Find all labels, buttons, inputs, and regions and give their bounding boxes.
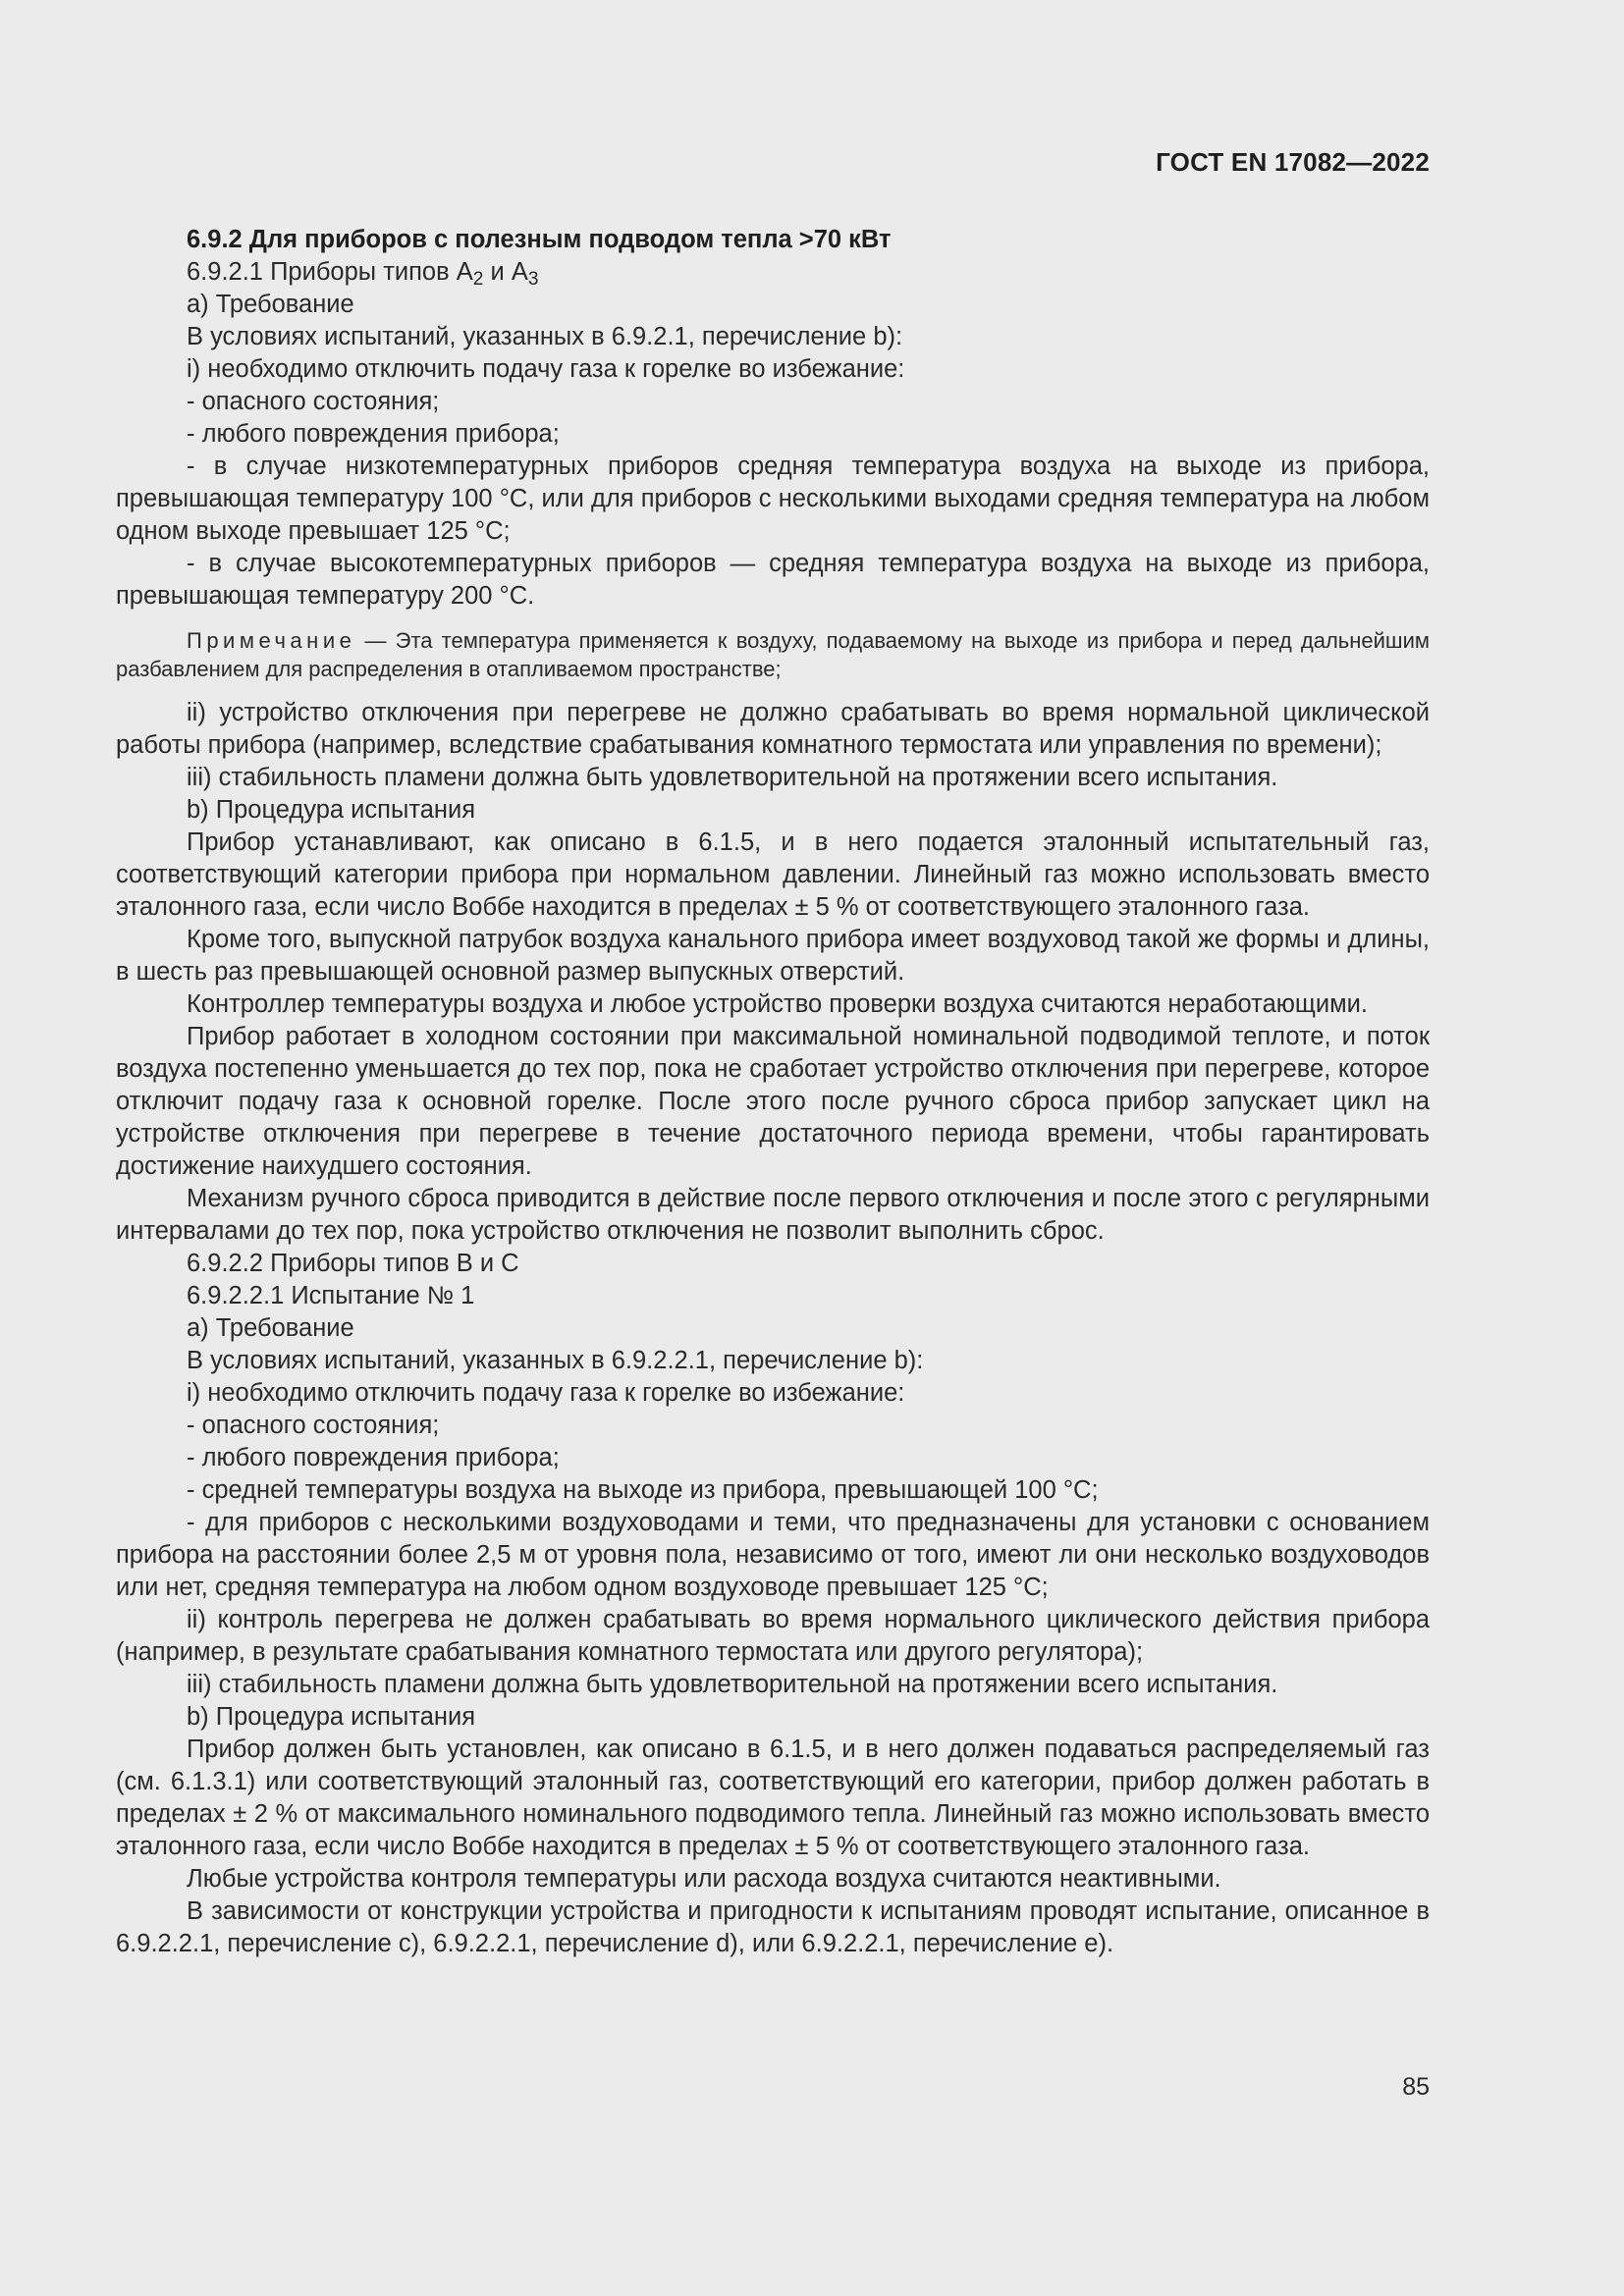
paragraph: i) необходимо отключить подачу газа к горелке во избежание: xyxy=(187,1379,905,1407)
paragraph: Кроме того, выпускной патрубок воздуха канального прибора имеет воздуховод такой же формы и длины, в шесть раз превышающей основной размер выпускных отверстий. xyxy=(116,926,1430,986)
paragraph: Контроллер температуры воздуха и любое устройство проверки воздуха считаются неработающими. xyxy=(187,990,1368,1018)
paragraph: ii) контроль перегрева не должен срабатывать во время нормального циклического действия прибора (например, в результате срабатывания комнатного термостата или другого регулятора); xyxy=(116,1606,1430,1666)
section-6-9-2-1-mid: и A xyxy=(483,258,528,286)
paragraph: - для приборов с несколькими воздуховодами и теми, что предназначены для установки с основанием прибора на расстоянии более 2,5 м от уровня пола, независимо от того, имеют ли они несколько воздуховодов или нет, средняя температура на любом одном воздуховоде превышает 125 °С; xyxy=(116,1509,1430,1601)
paragraph: b) Процедура испытания xyxy=(187,796,476,824)
page-number: 85 xyxy=(1402,2073,1430,2101)
section-6-9-2-1-heading xyxy=(116,256,1430,289)
section-6-9-2-2-heading: 6.9.2.2 Приборы типов В и С xyxy=(187,1250,519,1277)
paragraph: - опасного состояния; xyxy=(187,1412,440,1439)
paragraph: Прибор должен быть установлен, как описано в 6.1.5, и в него должен подаваться распределяемый газ (см. 6.1.3.1) или соответствующий эталонный газ, соответствующий его категории, прибор должен работать в пределах ± 2 % от максимального номинального подводимого тепла. Линейный газ можно использовать вместо эталонного газа, если число Воббе находится в пределах ± 5 % от соответствующего эталонного газа. xyxy=(116,1735,1430,1860)
paragraph: - любого повреждения прибора; xyxy=(187,1444,560,1471)
paragraph: В условиях испытаний, указанных в 6.9.2.1, перечисление b): xyxy=(187,323,903,350)
paragraph: a) Требование xyxy=(187,1314,354,1342)
note xyxy=(116,626,1430,683)
section-6-9-2-heading: 6.9.2 Для приборов с полезным подводом тепла >70 кВт xyxy=(187,226,892,253)
section-6-9-2-2-1-heading: 6.9.2.2.1 Испытание № 1 xyxy=(187,1282,475,1309)
subscript-3: 3 xyxy=(527,268,539,290)
paragraph: - в случае высокотемпературных приборов — средняя температура воздуха на выходе из прибора, превышающая температуру 200 °С. xyxy=(116,550,1430,610)
note-text: — Эта температура применяется к воздуху, подаваемому на выходе из прибора и перед дальнейшим разбавлением для распределения в отапливаемом пространстве; xyxy=(116,628,1430,681)
paragraph: iii) стабильность пламени должна быть удовлетворительной на протяжении всего испытания. xyxy=(187,764,1278,791)
paragraph: ii) устройство отключения при перегреве не должно срабатывать во время нормальной циклической работы прибора (например, вследствие срабатывания комнатного термостата или управления по времени); xyxy=(116,699,1430,759)
paragraph: iii) стабильность пламени должна быть удовлетворительной на протяжении всего испытания. xyxy=(187,1671,1278,1698)
paragraph: Любые устройства контроля температуры или расхода воздуха считаются неактивными. xyxy=(187,1865,1221,1893)
paragraph: i) необходимо отключить подачу газа к горелке во избежание: xyxy=(187,355,905,383)
paragraph: Прибор устанавливают, как описано в 6.1.5, и в него подается эталонный испытательный газ, соответствующий категории прибора при нормальном давлении. Линейный газ можно использовать вместо эталонного газа, если число Воббе находится в пределах ± 5 % от соответствующего эталонного газа. xyxy=(116,828,1430,921)
section-6-9-2-1-prefix: 6.9.2.1 Приборы типов A xyxy=(187,258,473,286)
paragraph: b) Процедура испытания xyxy=(187,1703,476,1731)
paragraph: a) Требование xyxy=(187,291,354,318)
paragraph: В условиях испытаний, указанных в 6.9.2.2.1, перечисление b): xyxy=(187,1347,924,1374)
paragraph: - любого повреждения прибора; xyxy=(187,420,560,448)
paragraph: В зависимости от конструкции устройства и пригодности к испытаниям проводят испытание, описанное в 6.9.2.2.1, перечисление с), 6.9.2.2.1, перечисление d), или 6.9.2.2.1, перечисление е). xyxy=(116,1897,1430,1957)
paragraph: - в случае низкотемпературных приборов средняя температура воздуха на выходе из прибора, превышающая температуру 100 °С, или для приборов с несколькими выходами средняя температура на любом одном выходе превышает 125 °С; xyxy=(116,453,1430,545)
paragraph: - средней температуры воздуха на выходе из прибора, превышающей 100 °С; xyxy=(187,1476,1099,1504)
subscript-2: 2 xyxy=(472,268,484,290)
paragraph: - опасного состояния; xyxy=(187,388,440,415)
document-number-header: ГОСТ EN 17082—2022 xyxy=(1156,147,1430,177)
paragraph: Механизм ручного сброса приводится в действие после первого отключения и после этого с регулярными интервалами до тех пор, пока устройство отключения не позволит выполнить сброс. xyxy=(116,1185,1430,1245)
document-body xyxy=(116,224,1430,1960)
note-label: Примечание xyxy=(187,628,356,653)
paragraph: Прибор работает в холодном состоянии при максимальной номинальной подводимой теплоте, и поток воздуха постепенно уменьшается до тех пор, пока не сработает устройство отключения при перегреве, которое отключит подачу газа к основной горелке. После этого после ручного сброса прибор запускает цикл на устройстве отключения при перегреве в течение достаточного периода времени, чтобы гарантировать достижение наихудшего состояния. xyxy=(116,1023,1430,1180)
